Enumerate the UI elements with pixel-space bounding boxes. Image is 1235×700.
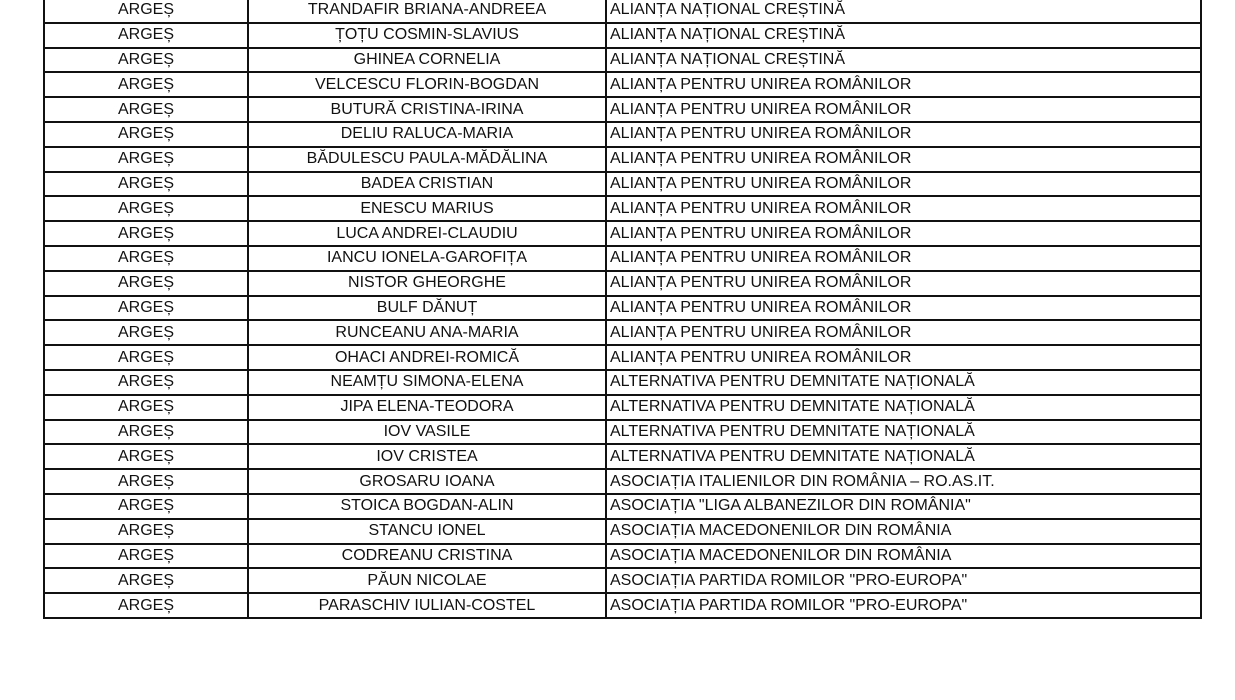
table-row (44, 296, 1201, 321)
party-cell: ALTERNATIVA PENTRU DEMNITATE NAȚIONALĂ (606, 444, 1201, 469)
table-row (44, 97, 1201, 122)
party-cell: ASOCIAȚIA PARTIDA ROMILOR "PRO-EUROPA" (606, 593, 1201, 618)
candidate-name-cell: STOICA BOGDAN-ALIN (248, 494, 606, 519)
table-row (44, 345, 1201, 370)
county-cell: ARGEȘ (44, 296, 248, 321)
county-cell: ARGEȘ (44, 320, 248, 345)
table-row (44, 544, 1201, 569)
table-row (44, 370, 1201, 395)
county-cell: ARGEȘ (44, 23, 248, 48)
candidate-name-cell: ȚOȚU COSMIN-SLAVIUS (248, 23, 606, 48)
county-cell: ARGEȘ (44, 519, 248, 544)
party-cell: ALIANȚA NAȚIONAL CREȘTINĂ (606, 48, 1201, 73)
table-row (44, 221, 1201, 246)
candidate-name-cell: NEAMȚU SIMONA-ELENA (248, 370, 606, 395)
party-cell: ALTERNATIVA PENTRU DEMNITATE NAȚIONALĂ (606, 370, 1201, 395)
county-cell: ARGEȘ (44, 172, 248, 197)
party-cell: ALIANȚA NAȚIONAL CREȘTINĂ (606, 0, 1201, 23)
party-cell: ASOCIAȚIA "LIGA ALBANEZILOR DIN ROMÂNIA" (606, 494, 1201, 519)
candidate-name-cell: IANCU IONELA-GAROFIȚA (248, 246, 606, 271)
party-cell: ALIANȚA PENTRU UNIREA ROMÂNILOR (606, 196, 1201, 221)
county-cell: ARGEȘ (44, 494, 248, 519)
party-cell: ALIANȚA PENTRU UNIREA ROMÂNILOR (606, 246, 1201, 271)
table-row (44, 72, 1201, 97)
county-cell: ARGEȘ (44, 444, 248, 469)
party-cell: ASOCIAȚIA MACEDONENILOR DIN ROMÂNIA (606, 519, 1201, 544)
party-cell: ALTERNATIVA PENTRU DEMNITATE NAȚIONALĂ (606, 420, 1201, 445)
county-cell: ARGEȘ (44, 48, 248, 73)
party-cell: ALIANȚA PENTRU UNIREA ROMÂNILOR (606, 72, 1201, 97)
candidate-name-cell: STANCU IONEL (248, 519, 606, 544)
county-cell: ARGEȘ (44, 97, 248, 122)
county-cell: ARGEȘ (44, 395, 248, 420)
table-row (44, 320, 1201, 345)
candidate-name-cell: BĂDULESCU PAULA-MĂDĂLINA (248, 147, 606, 172)
candidate-list-sheet (43, 0, 1200, 619)
party-cell: ALIANȚA PENTRU UNIREA ROMÂNILOR (606, 271, 1201, 296)
candidate-name-cell: PARASCHIV IULIAN-COSTEL (248, 593, 606, 618)
table-row (44, 0, 1201, 23)
county-cell: ARGEȘ (44, 568, 248, 593)
county-cell: ARGEȘ (44, 122, 248, 147)
party-cell: ALIANȚA PENTRU UNIREA ROMÂNILOR (606, 296, 1201, 321)
table-row (44, 122, 1201, 147)
party-cell: ALIANȚA PENTRU UNIREA ROMÂNILOR (606, 122, 1201, 147)
party-cell: ALTERNATIVA PENTRU DEMNITATE NAȚIONALĂ (606, 395, 1201, 420)
table-row (44, 593, 1201, 618)
candidate-name-cell: IOV CRISTEA (248, 444, 606, 469)
county-cell: ARGEȘ (44, 221, 248, 246)
table-row (44, 395, 1201, 420)
county-cell: ARGEȘ (44, 246, 248, 271)
candidate-name-cell: TRANDAFIR BRIANA-ANDREEA (248, 0, 606, 23)
table-row (44, 246, 1201, 271)
candidate-name-cell: OHACI ANDREI-ROMICĂ (248, 345, 606, 370)
candidate-name-cell: GROSARU IOANA (248, 469, 606, 494)
candidate-name-cell: CODREANU CRISTINA (248, 544, 606, 569)
table-row (44, 23, 1201, 48)
party-cell: ALIANȚA PENTRU UNIREA ROMÂNILOR (606, 172, 1201, 197)
candidate-name-cell: NISTOR GHEORGHE (248, 271, 606, 296)
table-row (44, 172, 1201, 197)
county-cell: ARGEȘ (44, 420, 248, 445)
candidate-name-cell: RUNCEANU ANA-MARIA (248, 320, 606, 345)
party-cell: ALIANȚA PENTRU UNIREA ROMÂNILOR (606, 147, 1201, 172)
county-cell: ARGEȘ (44, 593, 248, 618)
table-row (44, 420, 1201, 445)
county-cell: ARGEȘ (44, 0, 248, 23)
candidate-name-cell: JIPA ELENA-TEODORA (248, 395, 606, 420)
candidate-name-cell: VELCESCU FLORIN-BOGDAN (248, 72, 606, 97)
table-row (44, 469, 1201, 494)
party-cell: ALIANȚA PENTRU UNIREA ROMÂNILOR (606, 345, 1201, 370)
county-cell: ARGEȘ (44, 196, 248, 221)
candidate-name-cell: BADEA CRISTIAN (248, 172, 606, 197)
table-row (44, 196, 1201, 221)
table-row (44, 271, 1201, 296)
table-row (44, 147, 1201, 172)
table-row (44, 48, 1201, 73)
party-cell: ALIANȚA PENTRU UNIREA ROMÂNILOR (606, 97, 1201, 122)
candidate-name-cell: LUCA ANDREI-CLAUDIU (248, 221, 606, 246)
party-cell: ASOCIAȚIA MACEDONENILOR DIN ROMÂNIA (606, 544, 1201, 569)
party-cell: ASOCIAȚIA ITALIENILOR DIN ROMÂNIA – RO.AS.IT. (606, 469, 1201, 494)
county-cell: ARGEȘ (44, 370, 248, 395)
candidate-name-cell: DELIU RALUCA-MARIA (248, 122, 606, 147)
candidate-name-cell: GHINEA CORNELIA (248, 48, 606, 73)
table-row (44, 444, 1201, 469)
county-cell: ARGEȘ (44, 469, 248, 494)
candidate-table-body (44, 0, 1201, 618)
candidate-name-cell: PĂUN NICOLAE (248, 568, 606, 593)
county-cell: ARGEȘ (44, 271, 248, 296)
candidate-name-cell: ENESCU MARIUS (248, 196, 606, 221)
county-cell: ARGEȘ (44, 147, 248, 172)
county-cell: ARGEȘ (44, 345, 248, 370)
party-cell: ALIANȚA PENTRU UNIREA ROMÂNILOR (606, 320, 1201, 345)
candidate-name-cell: IOV VASILE (248, 420, 606, 445)
county-cell: ARGEȘ (44, 544, 248, 569)
candidate-name-cell: BUTURĂ CRISTINA-IRINA (248, 97, 606, 122)
table-row (44, 568, 1201, 593)
party-cell: ASOCIAȚIA PARTIDA ROMILOR "PRO-EUROPA" (606, 568, 1201, 593)
table-row (44, 519, 1201, 544)
table-row (44, 494, 1201, 519)
candidate-table (43, 0, 1202, 619)
candidate-name-cell: BULF DĂNUȚ (248, 296, 606, 321)
county-cell: ARGEȘ (44, 72, 248, 97)
party-cell: ALIANȚA PENTRU UNIREA ROMÂNILOR (606, 221, 1201, 246)
party-cell: ALIANȚA NAȚIONAL CREȘTINĂ (606, 23, 1201, 48)
